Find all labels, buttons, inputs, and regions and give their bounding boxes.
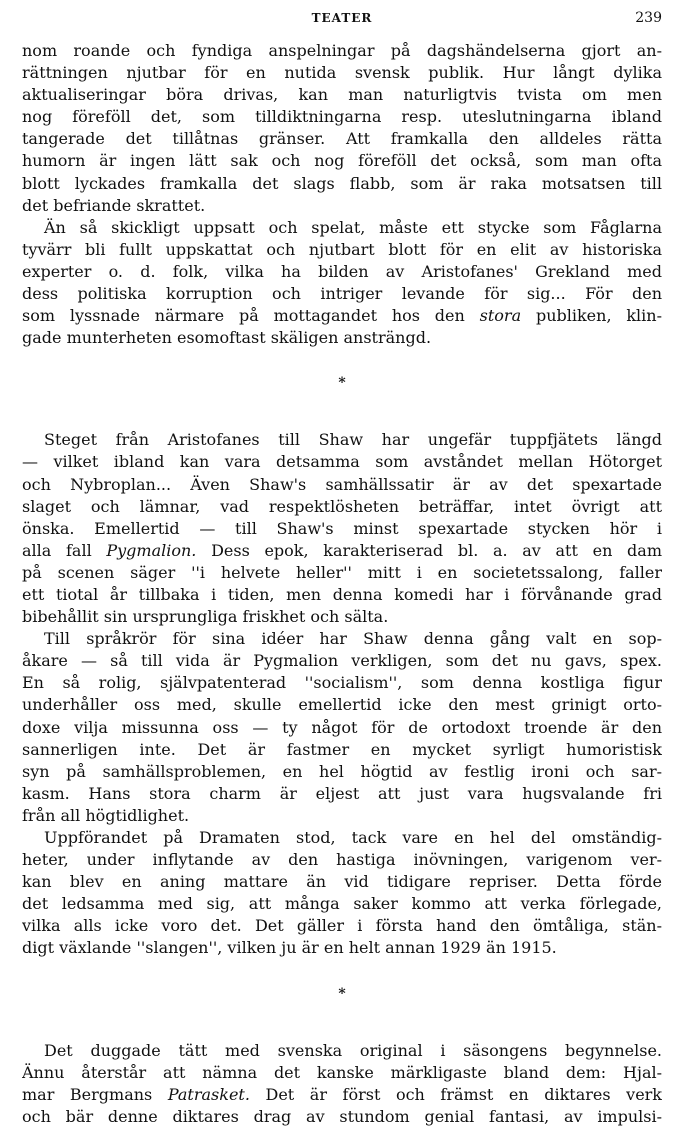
text-line: doxe vilja missunna oss — ty något för de ortodoxt troende är den — [22, 717, 662, 737]
text-line: En så rolig, självpatenterad ''socialism'', som denna kostliga figur — [22, 673, 662, 693]
paragraph-5 — [22, 827, 662, 960]
text-segment: alla fall — [22, 540, 107, 560]
text-line: underhåller oss med, skulle emellertid icke den mest grinigt orto- — [22, 695, 662, 715]
text-line: slaget och lämnar, vad respektlösheten beträffar, intet övrigt att — [22, 496, 662, 516]
text-line: Till språkrör för sina idéer har Shaw denna gång valt en sop- — [44, 629, 662, 649]
text-line: nom roande och fyndiga anspelningar på dagshändelserna gjort an- — [22, 41, 662, 60]
text-line: Ännu återstår att nämna det kanske märkligaste bland dem: Hjal- — [22, 1062, 662, 1082]
text-segment: som lyssnade närmare på mottagandet hos den — [22, 306, 480, 326]
text-line: det ledsamma med sig, att många saker kommo att verka förlegade, — [22, 894, 662, 914]
text-line: åkare — så till vida är Pygmalion verkligen, som det nu gavs, spex. — [22, 651, 662, 671]
text-line: blott lyckades framkalla det slags flabb, som är raka motsatsen till — [22, 173, 662, 193]
page-number: 239 — [635, 10, 662, 26]
text-line — [22, 540, 662, 562]
spacer — [22, 393, 662, 429]
text-segment: Dess epok, karakteriserad bl. a. av att en dam — [196, 540, 662, 560]
text-line — [22, 305, 662, 327]
italic-word: Patrasket. — [167, 1084, 250, 1104]
spacer — [22, 1004, 662, 1040]
paragraph-3 — [22, 429, 662, 628]
running-head: TEATER — [311, 11, 373, 25]
text-line: rättningen njutbar för en nutida svensk publik. Hur långt dylika — [22, 63, 662, 83]
text-line: bibehållit sin ursprungliga friskhet och sälta. — [22, 607, 389, 627]
text-segment: Det är först och främst en diktares verk — [249, 1084, 662, 1104]
text-line: heter, under inflytande av den hastiga inövningen, varigenom ver- — [22, 850, 662, 870]
text-line: Steget från Aristofanes till Shaw har ungefär tuppfjätets längd — [44, 430, 662, 450]
text-line: gade munterheten esomoftast skäligen ansträngd. — [22, 328, 432, 348]
text-line: digt växlande ''slangen'', vilken ju är en helt annan 1929 än 1915. — [22, 938, 557, 958]
text-line: vilka alls icke voro det. Det gäller i första hand den ömtåliga, stän- — [22, 916, 662, 936]
page-header — [22, 8, 662, 40]
text-line: och bär denne diktares drag av stundom genial fantasi, av impulsi- — [22, 1106, 662, 1126]
text-segment: publiken, klin- — [521, 306, 662, 326]
text-line: önska. Emellertid — till Shaw's minst spexartade stycken hör i — [22, 518, 662, 538]
text-line: dess politiska korruption och intriger levande för sig... För den — [22, 284, 662, 304]
text-line: och Nybroplan... Även Shaw's samhällssatir är av det spexartade — [22, 474, 662, 494]
text-line: det befriande skrattet. — [22, 195, 206, 215]
text-line: från all högtidlighet. — [22, 805, 190, 825]
text-line: tangerade det tillåtnas gränser. Att framkalla den alldeles rätta — [22, 129, 662, 149]
text-line: ett tiotal år tillbaka i tiden, men denna komedi har i förvånande grad — [22, 584, 662, 604]
text-line: sannerligen inte. Det är fastmer en mycket syrligt humoristisk — [22, 739, 662, 759]
text-line: experter o. d. folk, vilka ha bilden av Aristofanes' Grekland med — [22, 261, 662, 281]
paragraph-2 — [22, 217, 662, 350]
text-line: kasm. Hans stora charm är eljest att just vara hugsvalande fri — [22, 783, 662, 803]
paragraph-1 — [22, 40, 662, 217]
paragraph-6 — [22, 1040, 662, 1128]
italic-word: stora — [479, 306, 522, 326]
spacer — [22, 349, 662, 373]
text-line: Uppförandet på Dramaten stod, tack vare en hel del omständig- — [44, 828, 662, 847]
book-page — [22, 8, 662, 1128]
section-separator: * — [338, 375, 346, 392]
paragraph-4 — [22, 628, 662, 827]
text-line: syn på samhällsproblemen, en hel högtid av festlig ironi och sar- — [22, 761, 662, 781]
text-line: nog föreföll det, som tilldiktningarna resp. uteslutningarna ibland — [22, 107, 662, 127]
text-line: Än så skickligt uppsatt och spelat, måste ett stycke som Fåglarna — [44, 217, 662, 237]
italic-word: Pygmalion. — [106, 540, 197, 560]
text-line — [22, 1084, 662, 1106]
text-line: aktualiseringar böra drivas, kan man naturligtvis tvista om men — [22, 85, 662, 105]
text-line: — vilket ibland kan vara detsamma som avståndet mellan Hötorget — [22, 452, 662, 472]
section-separator: * — [338, 985, 346, 1002]
text-line: humorn är ingen lätt sak och nog föreföll det också, som man ofta — [22, 151, 662, 171]
text-segment: mar Bergmans — [22, 1084, 168, 1104]
text-line: tyvärr bli fullt uppskattat och njutbart blott för en elit av historiska — [22, 239, 662, 259]
text-line: på scenen säger ''i helvete heller'' mitt i en societetssalong, faller — [22, 562, 662, 582]
spacer — [22, 960, 662, 984]
text-line: Det duggade tätt med svenska original i säsongens begynnelse. — [44, 1040, 662, 1060]
text-line: kan blev en aning mattare än vid tidigare repriser. Detta förde — [22, 872, 662, 892]
